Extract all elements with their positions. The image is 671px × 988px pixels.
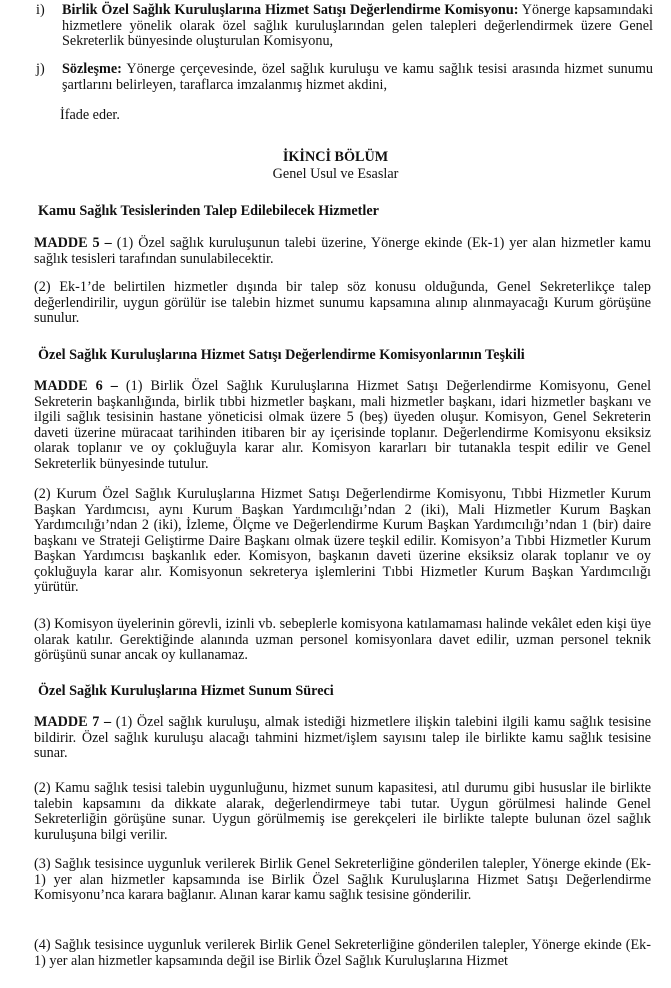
article-6-paragraph-2: (2) Kurum Özel Sağlık Kuruluşlarına Hizmet Satışı Değerlendirme Komisyonu, Tıbbi Hizmetler Kurum Başkan Yardımcısı, aynı Kurum Başkan Yardımcılığı’ndan 2 (iki), Mali Hizmetler Kurum Başkan Yardımcılığı’ndan 2 (iki), İzleme, Ölçme ve Değerlendirme Kurum Başkan Yardımcılığı’ndan 1 (bir) daire başkanı ve Strateji Geliştirme Daire Başkanı olmak üzere teşkil edilir. Komisyon’a Tıbbi Hizmetler Kurum Başkan Yardımcısı başkanlık eder. Komisyon, başkanın daveti üzerine eksiksiz olarak toplanır ve oy çokluğuyla karar alır. Komisyonun sekreterya işlemlerini Tıbbi Hizmetler Kurum Başkan Yardımcılığı yürütür. bbox=[34, 486, 651, 595]
article-5-label: MADDE 5 – bbox=[34, 235, 112, 251]
article-7-paragraph-2: (2) Kamu sağlık tesisi talebin uygunluğunu, hizmet sunum kapasitesi, atıl durumu gibi hususlar ile birlikte talebin kapsamını da dikkate alarak, değerlendirmeye tabi tutar. Uygun görülmesi halinde Genel Sekreterliğin görüşüne sunar. Uygun görülmemiş ise gerekçeleri ile birlikte talepte bulunan özel sağlık kuruluşuna bilgi verilir. bbox=[34, 780, 651, 843]
definition-text: Yönerge kapsamındaki hizmetlere yönelik olarak özel sağlık kuruluşlarından gelen talepleri değerlendirmek üzere Genel Sekreterlik bünyesinde oluşturulan Komisyonu, bbox=[62, 2, 654, 49]
section-subtitle: Genel Usul ve Esaslar bbox=[272, 166, 399, 182]
article-5-p1-text: (1) Özel sağlık kuruluşunun talebi üzerine, Yönerge ekinde (Ek-1) yer alan hizmetler kamu sağlık tesisleri tarafından sunulabilecektir. bbox=[34, 235, 651, 267]
definition-term: Birlik Özel Sağlık Kuruluşlarına Hizmet Satışı Değerlendirme Komisyonu: bbox=[62, 2, 519, 18]
definition-item-i bbox=[36, 2, 654, 50]
definition-item-j bbox=[36, 61, 653, 93]
definition-label: i) bbox=[36, 2, 45, 18]
article-6-label: MADDE 6 – bbox=[34, 378, 118, 394]
article-5-paragraph-2: (2) Ek-1’de belirtilen hizmetler dışında bir talep söz konusu olduğunda, Genel Sekreterlikçe talep değerlendirilir, uygun görülür ise talebin hizmet sunumu kapsamına alınıp alınmayacağı Kurum görüşüne sunulur. bbox=[34, 279, 651, 326]
article-7-label: MADDE 7 – bbox=[34, 714, 112, 730]
article-7-p1-text: (1) Özel sağlık kuruluşu, almak istediği hizmetlere ilişkin talebini ilgili kamu sağlık tesisine bildirir. Özel sağlık kuruluşu alacağı tahmini hizmet/işlem sayısını talep ile birlikte kamu sağlık tesisine sunar. bbox=[34, 714, 652, 761]
article-6-paragraph-3: (3) Komisyon üyelerinin görevli, izinli vb. sebeplerle komisyona katılamaması halinde vekâlet eden kişi üye olarak katılır. Gerektiğinde alanında uzman personel komisyonlara davet edilir, uzman personel teknik görüşünü sunar ancak oy kullanamaz. bbox=[34, 616, 651, 663]
article-6-p1-text: (1) Birlik Özel Sağlık Kuruluşlarına Hizmet Satışı Değerlendirme Komisyonu, Genel Sekreterin başkanlığında, birlik tıbbi hizmetler başkanı, mali hizmetler başkanı, idari hizmetler başkanı ve ilgili sağlık tesisinin hastane yöneticisi olmak üzere 5 (beş) üyeden oluşur. Komisyon, Genel Sekreterin daveti üzerine müracaat tarihinden itibaren bir ay içerisinde toplanır. Değerlendirme Komisyonu eksiksiz olarak toplanır ve oy çokluğuyla karar alır. Komisyon kararları bir tutanakla tespit edilir ve Genel Sekreterlik bünyesinde tutulur. bbox=[34, 378, 652, 472]
article-7-paragraph-3: (3) Sağlık tesisince uygunluk verilerek Birlik Genel Sekreterliğine gönderilen talepler, Yönerge ekinde (Ek-1) yer alan hizmetler kapsamında ise Birlik Özel Sağlık Kuruluşlarına Hizmet Satışı Değerlendirme Komisyonu’nca karara bağlanır. Alınan karar kamu sağlık tesisine gönderilir. bbox=[34, 856, 651, 903]
article-7-paragraph-4: (4) Sağlık tesisince uygunluk verilerek Birlik Genel Sekreterliğine gönderilen talepler, Yönerge ekinde (Ek-1) yer alan hizmetler kapsamında değil ise Birlik Özel Sağlık Kuruluşlarına Hizmet bbox=[34, 937, 651, 969]
closing-text: İfade eder. bbox=[60, 107, 120, 123]
article-7-heading: Özel Sağlık Kuruluşlarına Hizmet Sunum Süreci bbox=[38, 683, 334, 699]
article-6-paragraph-1 bbox=[34, 379, 651, 472]
article-7-paragraph-1 bbox=[34, 715, 651, 762]
article-5-heading: Kamu Sağlık Tesislerinden Talep Edilebilecek Hizmetler bbox=[38, 203, 379, 219]
section-title: İKİNCİ BÖLÜM bbox=[282, 149, 389, 165]
definition-text: Yönerge çerçevesinde, özel sağlık kuruluşu ve kamu sağlık tesisi arasında hizmet sunumu şartlarını belirleyen, taraflarca imzalanmış hizmet akdini, bbox=[62, 61, 653, 93]
definition-label: j) bbox=[36, 61, 45, 77]
article-5-paragraph-1 bbox=[34, 236, 651, 267]
definition-term: Sözleşme: bbox=[62, 61, 122, 77]
article-6-heading: Özel Sağlık Kuruluşlarına Hizmet Satışı Değerlendirme Komisyonlarının Teşkili bbox=[38, 347, 525, 363]
